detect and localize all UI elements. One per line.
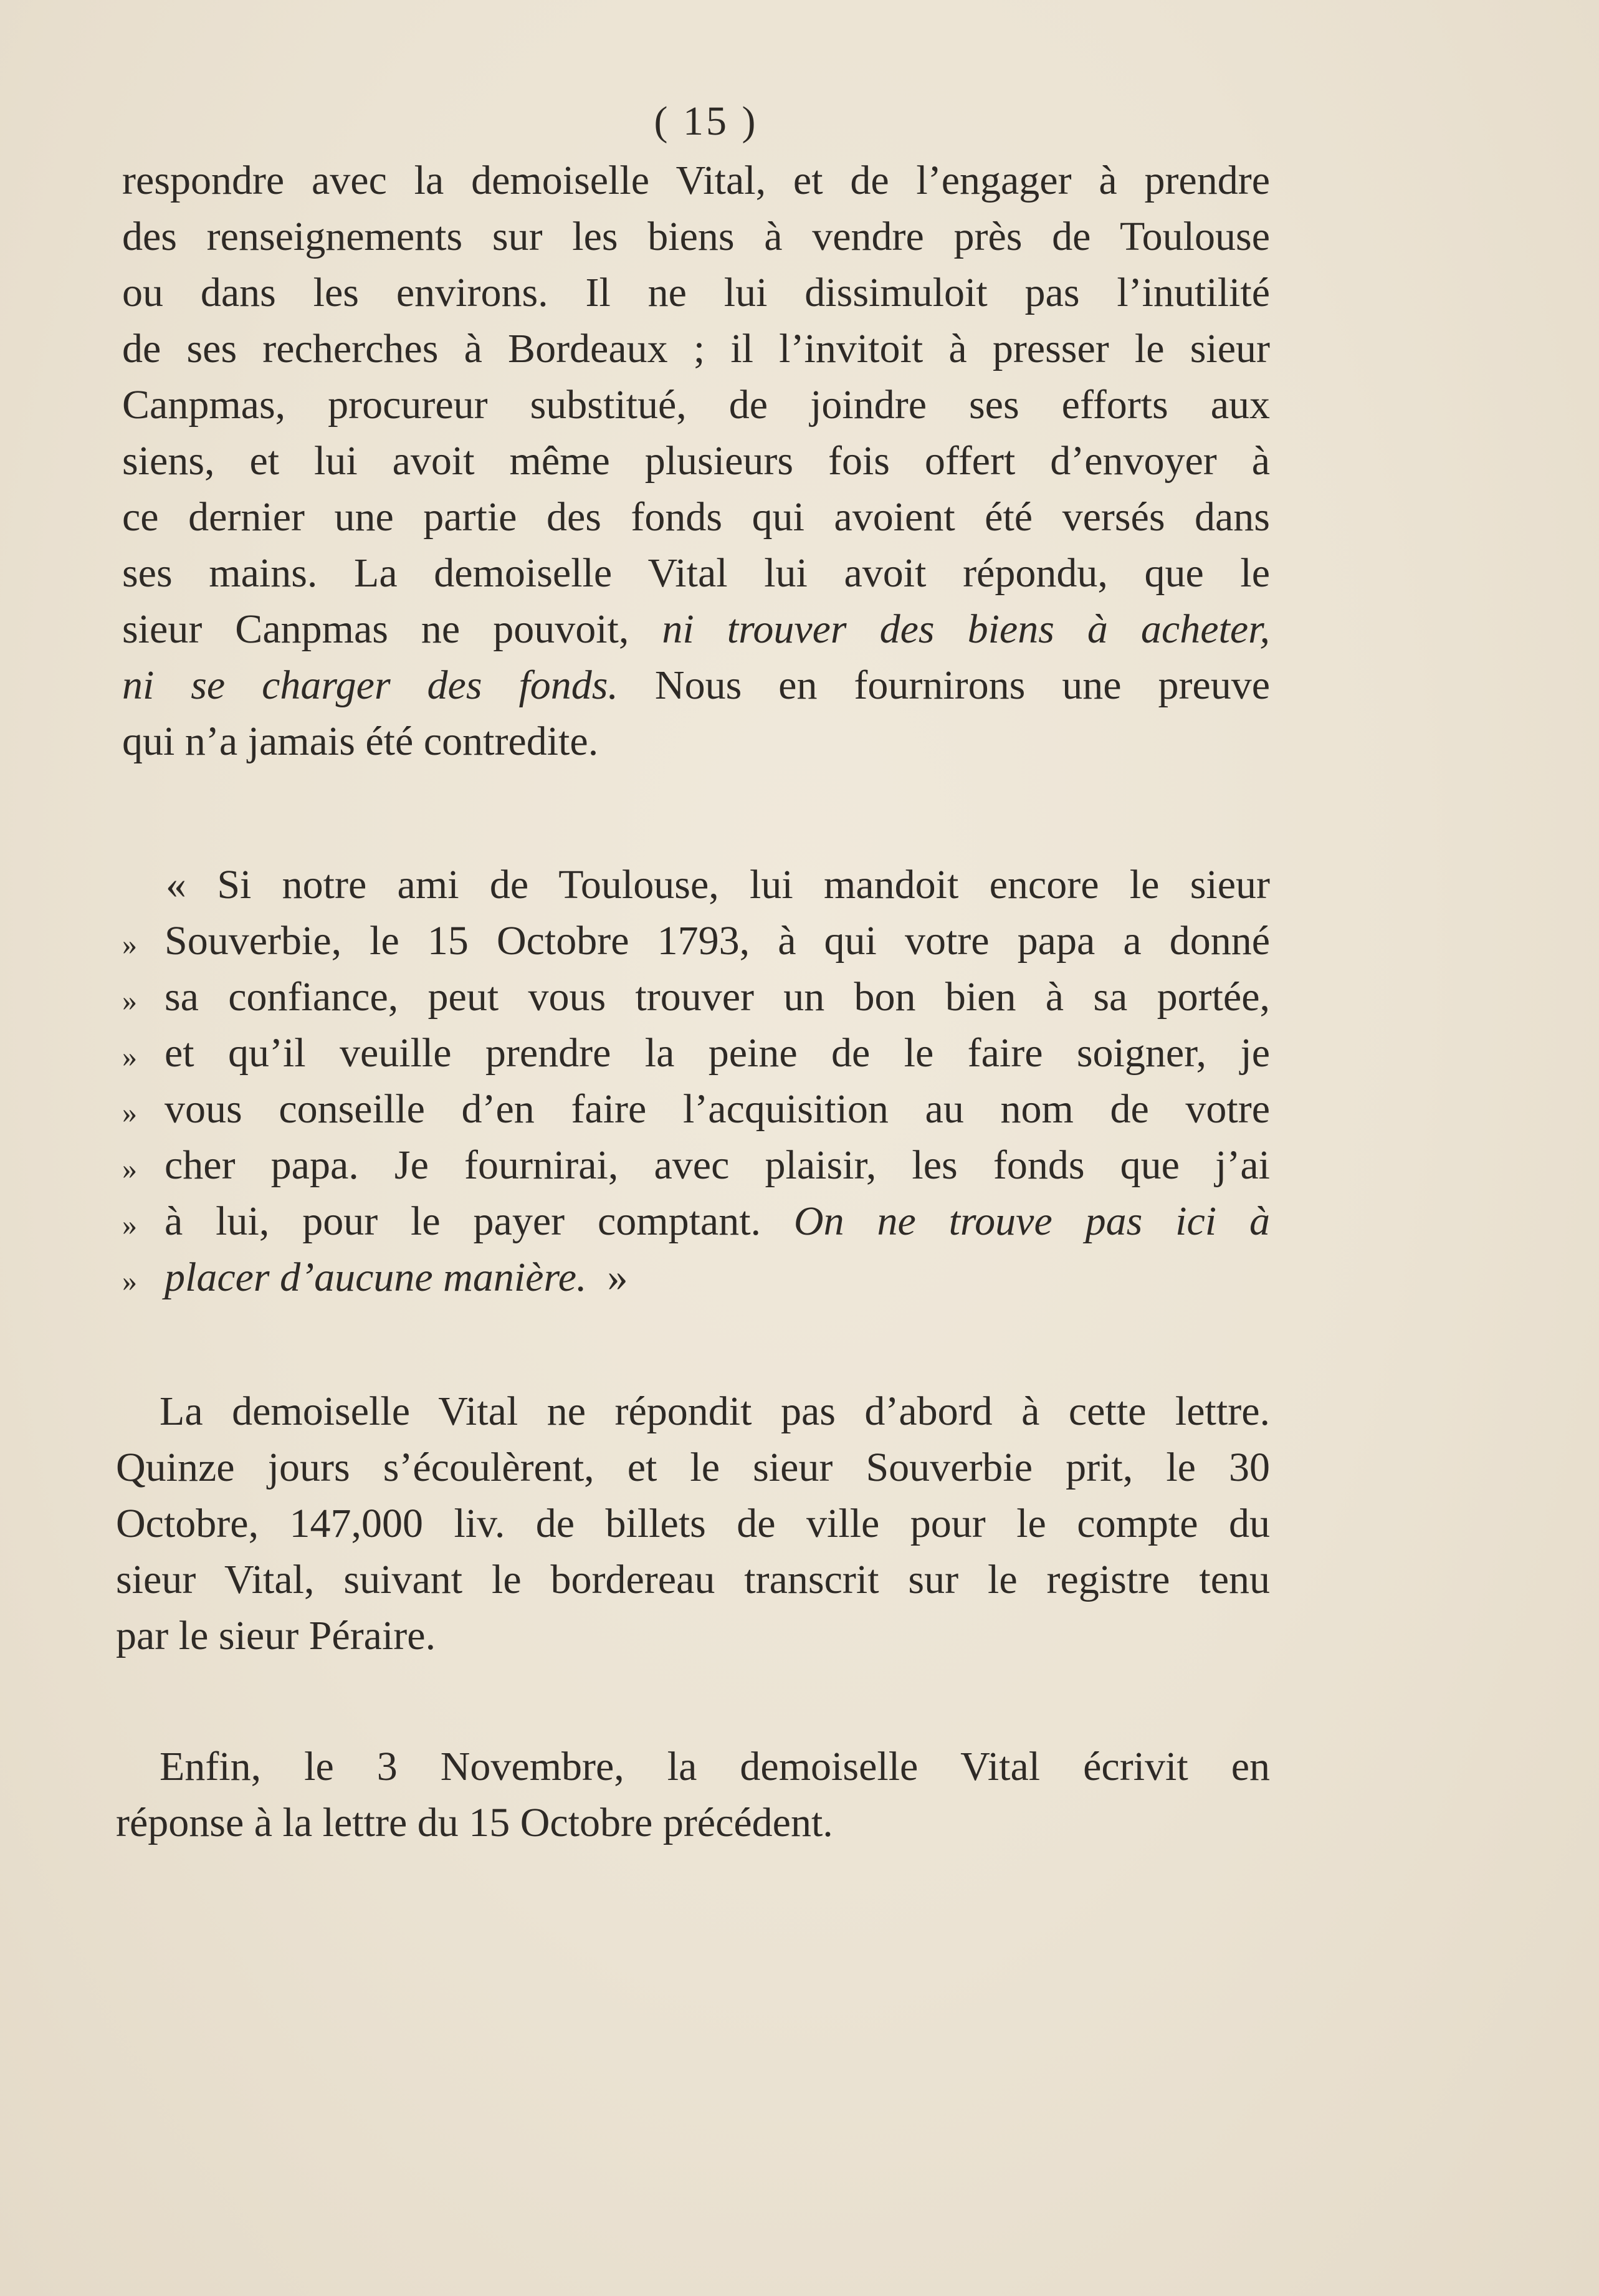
text-span: sa confiance, peut vous trouver un bon bien à sa portée, <box>165 974 1270 1020</box>
guillemet-mark: » <box>122 1208 137 1241</box>
guillemet-mark: » <box>122 1265 137 1298</box>
guillemet-mark: » <box>122 928 137 961</box>
text-line <box>122 1193 1270 1250</box>
text-line: Quinze jours s’écoulèrent, et le sieur Souverbie prit, le 30 <box>116 1445 1270 1490</box>
text-line <box>122 913 1270 969</box>
text-line <box>122 658 1270 714</box>
text-line: des renseignements sur les biens à vendre près de Toulouse <box>122 214 1270 259</box>
guillemet-mark: » <box>122 1040 137 1073</box>
opening-guillemet: « <box>166 862 186 907</box>
text-line <box>122 1250 1270 1306</box>
text-line: ses mains. La demoiselle Vital lui avoit répondu, que le <box>122 550 1270 596</box>
page-number: ( 15 ) <box>654 98 758 144</box>
italic-span: ni trouver des biens à acheter, <box>662 606 1270 652</box>
text-span: à lui, pour le payer comptant. <box>165 1198 761 1244</box>
text-line <box>122 1137 1270 1193</box>
italic-span: On ne trouve pas ici à <box>793 1198 1270 1244</box>
text-line: siens, et lui avoit même plusieurs fois offert d’envoyer à <box>122 438 1270 484</box>
text-line: ou dans les environs. Il ne lui dissimuloit pas l’inutilité <box>122 270 1270 315</box>
text-span <box>165 1193 1270 1250</box>
text-line: sieur Vital, suivant le bordereau transcrit sur le registre tenu <box>116 1557 1270 1602</box>
guillemet-mark: » <box>122 1152 137 1185</box>
text-line: respondre avec la demoiselle Vital, et de l’engager à prendre <box>122 158 1270 203</box>
text-span: Souverbie, le 15 Octobre 1793, à qui votre papa a donné <box>165 918 1270 964</box>
text-span: vous conseille d’en faire l’acquisition au nom de votre <box>165 1086 1270 1132</box>
text-line: réponse à la lettre du 15 Octobre précédent. <box>116 1800 833 1845</box>
guillemet-mark: » <box>122 1096 137 1129</box>
guillemet-mark: » <box>122 984 137 1017</box>
text-line <box>116 1739 1270 1795</box>
text-line <box>122 1081 1270 1137</box>
text-line: Octobre, 147,000 liv. de billets de ville pour le compte du <box>116 1501 1270 1546</box>
text-span: La demoiselle Vital ne répondit pas d’abord à cette lettre. <box>160 1389 1270 1434</box>
text-line: Canpmas, procureur substitué, de joindre ses efforts aux <box>122 382 1270 428</box>
text-line: ce dernier une partie des fonds qui avoient été versés dans <box>122 494 1270 540</box>
text-line <box>122 601 1270 658</box>
closing-guillemet: » <box>607 1255 628 1300</box>
text-span <box>165 1250 1270 1306</box>
text-span: Si notre ami de Toulouse, lui mandoit encore le sieur <box>217 862 1271 907</box>
italic-span: placer d’aucune manière. <box>165 1255 587 1300</box>
text-line: qui n’a jamais été contredite. <box>122 719 599 764</box>
text-line <box>122 1025 1270 1081</box>
text-line <box>122 969 1270 1025</box>
text-line <box>116 1384 1270 1440</box>
italic-span: ni se charger des fonds. <box>122 662 618 708</box>
text-span: et qu’il veuille prendre la peine de le faire soigner, je <box>165 1030 1270 1076</box>
text-line <box>122 857 1270 913</box>
text-line: de ses recherches à Bordeaux ; il l’invitoit à presser le sieur <box>122 326 1270 371</box>
text-span: sieur Canpmas ne pouvoit, <box>122 606 629 652</box>
text-span: cher papa. Je fournirai, avec plaisir, les fonds que j’ai <box>165 1142 1270 1188</box>
text-span: Enfin, le 3 Novembre, la demoiselle Vital écrivit en <box>160 1744 1270 1789</box>
text-span: Nous en fournirons une preuve <box>654 662 1271 708</box>
text-line: par le sieur Péraire. <box>116 1613 436 1658</box>
